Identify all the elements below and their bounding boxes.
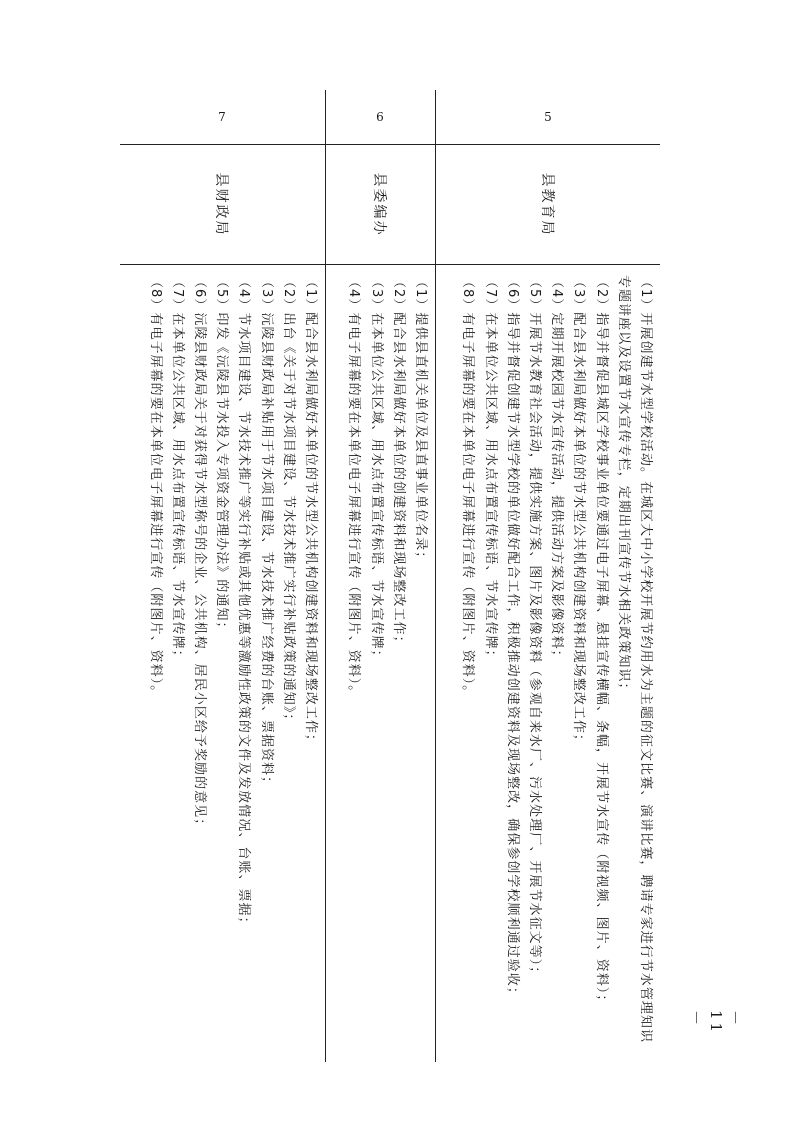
duty-item: （2）配合县水利局做好本单位的创建资料和现场整改工作； xyxy=(390,275,406,650)
duty-item: （5）印发《沅陵县节水投入专项资金管理办法》的通知； xyxy=(214,275,230,636)
table-row xyxy=(435,90,660,1062)
duty-item: （6）沅陵县财政局关于对获得节水型称号的企业、公共机构、居民小区给予奖励的意见； xyxy=(191,275,207,833)
row-number-cell xyxy=(120,90,325,145)
rotated-table xyxy=(120,90,660,1062)
duty-item: （7）在本单位公共区域、用水点布置宣传标语、节水宣传牌； xyxy=(169,275,185,664)
row-number: 7 xyxy=(218,110,227,124)
row-number-cell xyxy=(436,90,660,145)
department-name: 县委编办 xyxy=(371,172,388,237)
department-cell xyxy=(436,145,660,265)
duty-item: （7）在本单位公共区域、用水点布置宣传标语、节水宣传牌； xyxy=(482,275,498,664)
duty-item: （6）指导并督促创建节水型学校的单位做好配合工作，积极推动创建资料及现场整改，确保参创学校顺利通过验收； xyxy=(504,275,520,1001)
page-number: － 11 － xyxy=(687,1010,744,1036)
department-name: 县教育局 xyxy=(539,172,555,237)
duty-item: （4）节水项目建设、节水技术推广等实行补贴或其他优惠等激励性政策的文件及发放情况、台账、票据； xyxy=(236,275,252,931)
duties-cell xyxy=(326,265,435,1062)
duty-item: （3）在本单位公共区域、用水点布置宣传标语、节水宣传牌； xyxy=(368,275,384,664)
duty-item: （4）有电子屏幕的要在本单位电子屏幕进行宣传（附图片、资料）。 xyxy=(346,275,362,700)
duty-item: （5）开展节水教育社会活动，提供实施方案、图片及影像资料（参观自来水厂、污水处理厂、开展节水征文等）； xyxy=(526,275,542,981)
duty-item: （2）指导并督促县城区学校事业单位要通过电子屏幕、悬挂宣传横幅、条幅，开展节水宣传（附视频、图片、资料）； xyxy=(593,275,609,1009)
duty-item: （8）有电子屏幕的要在本单位电子屏幕进行宣传（附图片、资料）。 xyxy=(460,275,476,700)
row-number: 5 xyxy=(544,110,552,124)
duties-cell xyxy=(436,265,660,1062)
row-number: 6 xyxy=(376,110,385,124)
duty-item: （2）出台《关于对节水项目建设、节水技术推广实行补贴政策的通知》； xyxy=(280,275,296,728)
table-row xyxy=(325,90,435,1062)
table-row xyxy=(120,90,325,1062)
duty-item: （3）配合县水利局做好本单位的节水型公共机构创建资料和现场整改工作； xyxy=(571,275,587,748)
duty-item: （3）沅陵县财政局补贴用于节水项目建设、节水技术推广经费的台账、票据资料； xyxy=(258,275,274,791)
row-number-cell xyxy=(326,90,435,145)
duty-item: （1）提供县直机关单位及县直事业单位名录； xyxy=(413,275,428,566)
duty-item: （1）配合县水利局做好本单位的节水型公共机构创建资料和现场整改工作； xyxy=(303,275,318,748)
duty-item: （1）开展创建节水型学校活动。在城区大中小学校开展节约用水为主题的征文比赛、演讲比赛，聘请专家进行节水管理知识专题讲座以及设置节水宣传专栏，定期出刊宣传节水相关政策知识； xyxy=(615,275,653,1044)
department-name: 县财政局 xyxy=(213,172,230,237)
duty-item: （8）有电子屏幕的要在本单位电子屏幕进行宣传（附图片、资料）。 xyxy=(147,275,163,700)
department-cell xyxy=(120,145,325,265)
duties-cell xyxy=(120,265,325,1062)
department-cell xyxy=(326,145,435,265)
duty-item: （4）定期开展校园节水宣传活动，提供活动方案及影像资料； xyxy=(549,275,565,664)
